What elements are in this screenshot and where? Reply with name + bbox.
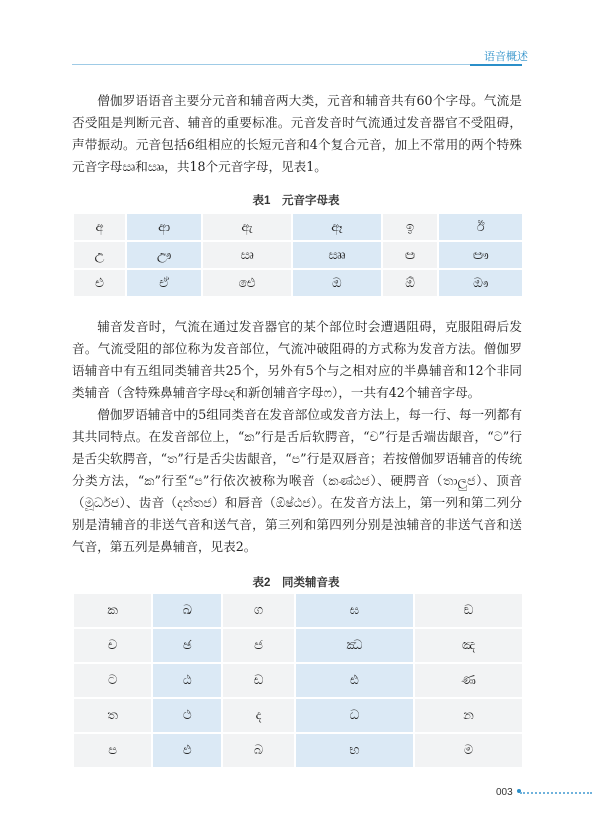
table-cell: බ xyxy=(223,734,294,767)
table-cell: ඵ xyxy=(153,734,221,767)
table-cell: ප xyxy=(74,734,151,767)
table-cell: ට xyxy=(74,664,151,697)
section-title: 语音概述 xyxy=(484,51,528,63)
table-cell: එ xyxy=(74,270,125,296)
table-row xyxy=(74,734,522,767)
table-cell: ඓ xyxy=(203,270,291,296)
table-cell: ඛ xyxy=(153,594,221,627)
page-number: 003 xyxy=(496,787,513,798)
table-cell: ඒ xyxy=(127,270,201,296)
paragraph-consonant-groups: 僧伽罗语辅音中的5组同类音在发音部位或发音方法上，每一行、每一列都有其共同特点。在发音部位上，“ක”行是舌后软腭音，“ච”行是舌端齿龈音，“ට”行是舌尖软腭音，“ත”行是舌尖齿龈音，“ප”行是双唇音；若按僧伽罗语辅音的传统分类方法，“ක”行至“ප”行依次被称为喉音（කණ්ඨජ）、硬腭音（තාලුජ）、顶音（මූර්ධජ）、齿音（දන්තජ）和唇音（ඕෂ්ඨජ）。在发音方法上，第一列和第二列分别是清辅音的非送气音和送气音，第三列和第四列分别是浊辅音的非送气音和送气音，第五列是鼻辅音，见表2。 xyxy=(72,407,522,554)
table-cell: ඏ xyxy=(383,242,438,268)
header-accent-rule xyxy=(470,64,522,66)
table-row xyxy=(74,242,522,268)
table-cell: ජ xyxy=(223,629,294,662)
table-cell: ඊ xyxy=(439,214,522,240)
table-row xyxy=(74,664,522,697)
table-cell: ඣ xyxy=(296,629,413,662)
table-row xyxy=(74,214,522,240)
vowel-table xyxy=(72,212,524,298)
table-cell: ඨ xyxy=(153,664,221,697)
table-cell: ද xyxy=(223,699,294,732)
table-cell: ඌ xyxy=(127,242,201,268)
paragraph-vowels: 僧伽罗语语音主要分元音和辅音两大类，元音和辅音共有60个字母。气流是否受阻是判断元音、辅音的重要标准。元音发音时气流通过发音器官不受阻碍，声带振动。元音包括6组相应的长短元音和4个复合元音，加上不常用的两个特殊元音字母ඍ和ඎ，共18个元音字母，见表1。 xyxy=(72,93,522,174)
table-cell: ඐ xyxy=(439,242,522,268)
table-cell: ඇ xyxy=(203,214,291,240)
table-row xyxy=(74,629,522,662)
table-cell: ඕ xyxy=(383,270,438,296)
table-cell: උ xyxy=(74,242,125,268)
table2-caption: 表2 同类辅音表 xyxy=(252,577,340,589)
table-cell: ණ xyxy=(415,664,522,697)
table-cell: ක xyxy=(74,594,151,627)
consonant-table xyxy=(72,592,524,769)
table-cell: ඞ xyxy=(415,594,522,627)
table-cell: ඍ xyxy=(203,242,291,268)
table-row xyxy=(74,270,522,296)
table-cell: ම xyxy=(415,734,522,767)
table-cell: ඪ xyxy=(296,664,413,697)
table-cell: ඔ xyxy=(293,270,381,296)
page-dotted-rule xyxy=(520,792,592,794)
table1-caption: 表1 元音字母表 xyxy=(252,195,340,207)
table-cell: ඤ xyxy=(415,629,522,662)
table-cell: ථ xyxy=(153,699,221,732)
table-cell: ආ xyxy=(127,214,201,240)
table-cell: ඖ xyxy=(439,270,522,296)
table-cell: ත xyxy=(74,699,151,732)
table-cell: භ xyxy=(296,734,413,767)
header-divider xyxy=(72,64,522,65)
table-cell: ච xyxy=(74,629,151,662)
table-row xyxy=(74,699,522,732)
table-cell: න xyxy=(415,699,522,732)
table-cell: ධ xyxy=(296,699,413,732)
table-row xyxy=(74,594,522,627)
table-cell: අ xyxy=(74,214,125,240)
paragraph-consonants: 辅音发音时，气流在通过发音器官的某个部位时会遭遇阻碍，克服阻碍后发音。气流受阻的部位称为发音部位，气流冲破阻碍的方式称为发音方法。僧伽罗语辅音中有五组同类辅音共25个，另外有5个与之相对应的半鼻辅音和12个非同类辅音（含特殊鼻辅音字母ඥ和新创辅音字母ෆ），一共有42个辅音字母。 xyxy=(72,319,522,400)
table-cell: ඡ xyxy=(153,629,221,662)
table-cell: ඝ xyxy=(296,594,413,627)
table-cell: ඩ xyxy=(223,664,294,697)
table-cell: ඎ xyxy=(293,242,381,268)
table-cell: ග xyxy=(223,594,294,627)
table-cell: ඉ xyxy=(383,214,438,240)
table-cell: ඈ xyxy=(293,214,381,240)
